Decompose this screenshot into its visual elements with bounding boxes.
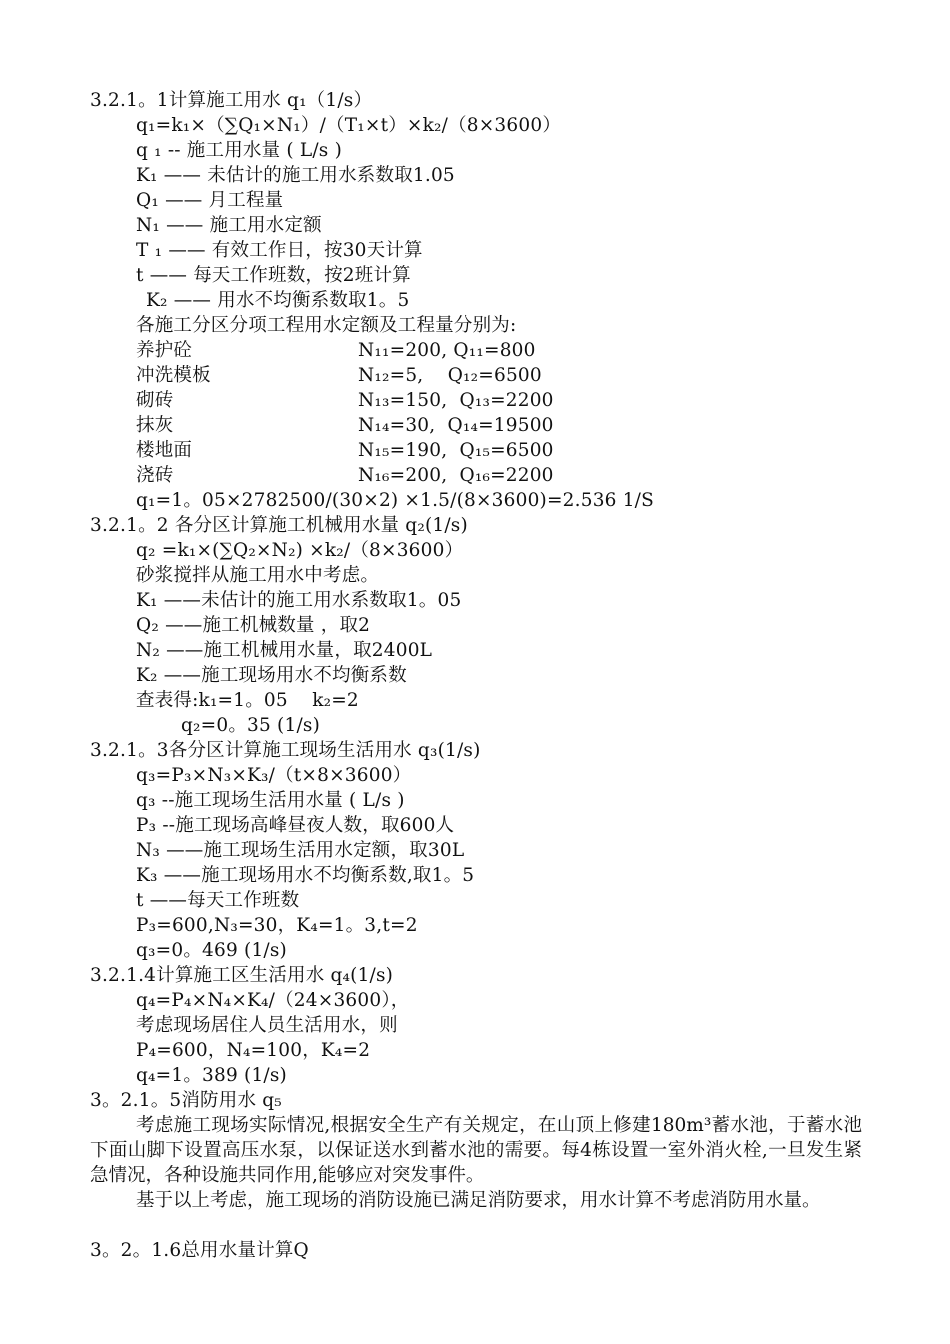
- formula-q2: q₂ =k₁×(∑Q₂×N₂) ×k₂/（8×3600）: [136, 540, 464, 561]
- values-q3: P₃=600,N₃=30，K₄=1。3,t=2: [136, 915, 418, 936]
- def-n3: N₃ ——施工现场生活用水定额，取30L: [136, 840, 465, 861]
- item-value: N₁₂=5, Q₁₂=6500: [358, 365, 542, 386]
- lookup-values: 查表得:k₁=1。05 k₂=2: [136, 690, 359, 711]
- item-label: 抹灰: [136, 415, 174, 436]
- heading-3-2-1-6: 3。2。1.6总用水量计算Q: [90, 1240, 309, 1261]
- def-q1: q ₁ -- 施工用水量 ( L/s ): [136, 140, 342, 161]
- formula-q3: q₃=P₃×N₃×K₃/（t×8×3600）: [136, 765, 412, 786]
- item-label: 养护砼: [136, 340, 193, 361]
- formula-q1: q₁=k₁×（∑Q₁×N₁）/（T₁×t）×k₂/（8×3600）: [136, 115, 562, 136]
- def-t: t —— 每天工作班数，按2班计算: [136, 265, 411, 286]
- item-label: 楼地面: [136, 440, 193, 461]
- def-p3: P₃ --施工现场高峰昼夜人数，取600人: [136, 815, 455, 836]
- def-q1-month: Q₁ —— 月工程量: [136, 190, 284, 211]
- heading-3-2-1-4: 3.2.1.4计算施工区生活用水 q₄(1/s): [90, 965, 394, 986]
- item-value: N₁₆=200, Q₁₆=2200: [358, 465, 554, 486]
- item-label: 浇砖: [136, 465, 174, 486]
- paragraph-fire: 考虑施工现场实际情况,根据安全生产有关规定，在山顶上修建180m³蓄水池，于蓄水池下面山脚下设置高压水泵，以保证送水到蓄水池的需要。每4栋设置一室外消火栓,一旦发生紧急情况，各种设施共同作用,能够应对突发事件。: [90, 1115, 862, 1186]
- item-label: 砌砖: [136, 390, 174, 411]
- note-residents: 考虑现场居住人员生活用水，则: [136, 1015, 398, 1036]
- def-n1: N₁ —— 施工用水定额: [136, 215, 322, 236]
- def-k2: K₂ —— 用水不均衡系数取1。5: [146, 290, 410, 311]
- table-intro: 各施工分区分项工程用水定额及工程量分别为:: [136, 315, 517, 336]
- result-q2: q₂=0。35 (1/s): [181, 715, 320, 736]
- result-q1: q₁=1。05×2782500/(30×2) ×1.5/(8×3600)=2.536 1/S: [136, 490, 654, 511]
- item-value: N₁₅=190, Q₁₅=6500: [358, 440, 554, 461]
- def-t-b: t ——每天工作班数: [136, 890, 300, 911]
- heading-3-2-1-2: 3.2.1。2 各分区计算施工机械用水量 q₂(1/s): [90, 515, 468, 536]
- def-n2: N₂ ——施工机械用水量，取2400L: [136, 640, 433, 661]
- def-k3: K₃ ——施工现场用水不均衡系数,取1。5: [136, 865, 475, 886]
- formula-q4: q₄=P₄×N₄×K₄/（24×3600），: [136, 990, 410, 1011]
- def-k2-b: K₂ ——施工现场用水不均衡系数: [136, 665, 407, 686]
- item-value: N₁₁=200, Q₁₁=800: [358, 340, 536, 361]
- heading-3-2-1-3: 3.2.1。3各分区计算施工现场生活用水 q₃(1/s): [90, 740, 481, 761]
- item-label: 冲洗模板: [136, 365, 211, 386]
- def-q2: Q₂ ——施工机械数量 ，取2: [136, 615, 371, 636]
- item-value: N₁₃=150, Q₁₃=2200: [358, 390, 554, 411]
- item-value: N₁₄=30, Q₁₄=19500: [358, 415, 554, 436]
- paragraph-conclusion: 基于以上考虑，施工现场的消防设施已满足消防要求，用水计算不考虑消防用水量。: [136, 1190, 821, 1211]
- def-t1: T ₁ —— 有效工作日，按30天计算: [136, 240, 423, 261]
- heading-3-2-1-5: 3。2.1。5消防用水 q₅: [90, 1090, 282, 1111]
- values-q4: P₄=600，N₄=100，K₄=2: [136, 1040, 371, 1061]
- def-k1: K₁ —— 未估计的施工用水系数取1.05: [136, 165, 455, 186]
- heading-3-2-1-1: 3.2.1。1计算施工用水 q₁（1/s）: [90, 90, 373, 111]
- note-mortar: 砂浆搅拌从施工用水中考虑。: [136, 565, 380, 586]
- result-q3: q₃=0。469 (1/s): [136, 940, 287, 961]
- def-k1-b: K₁ ——未估计的施工用水系数取1。05: [136, 590, 462, 611]
- result-q4: q₄=1。389 (1/s): [136, 1065, 287, 1086]
- def-q3: q₃ --施工现场生活用水量 ( L/s ): [136, 790, 405, 811]
